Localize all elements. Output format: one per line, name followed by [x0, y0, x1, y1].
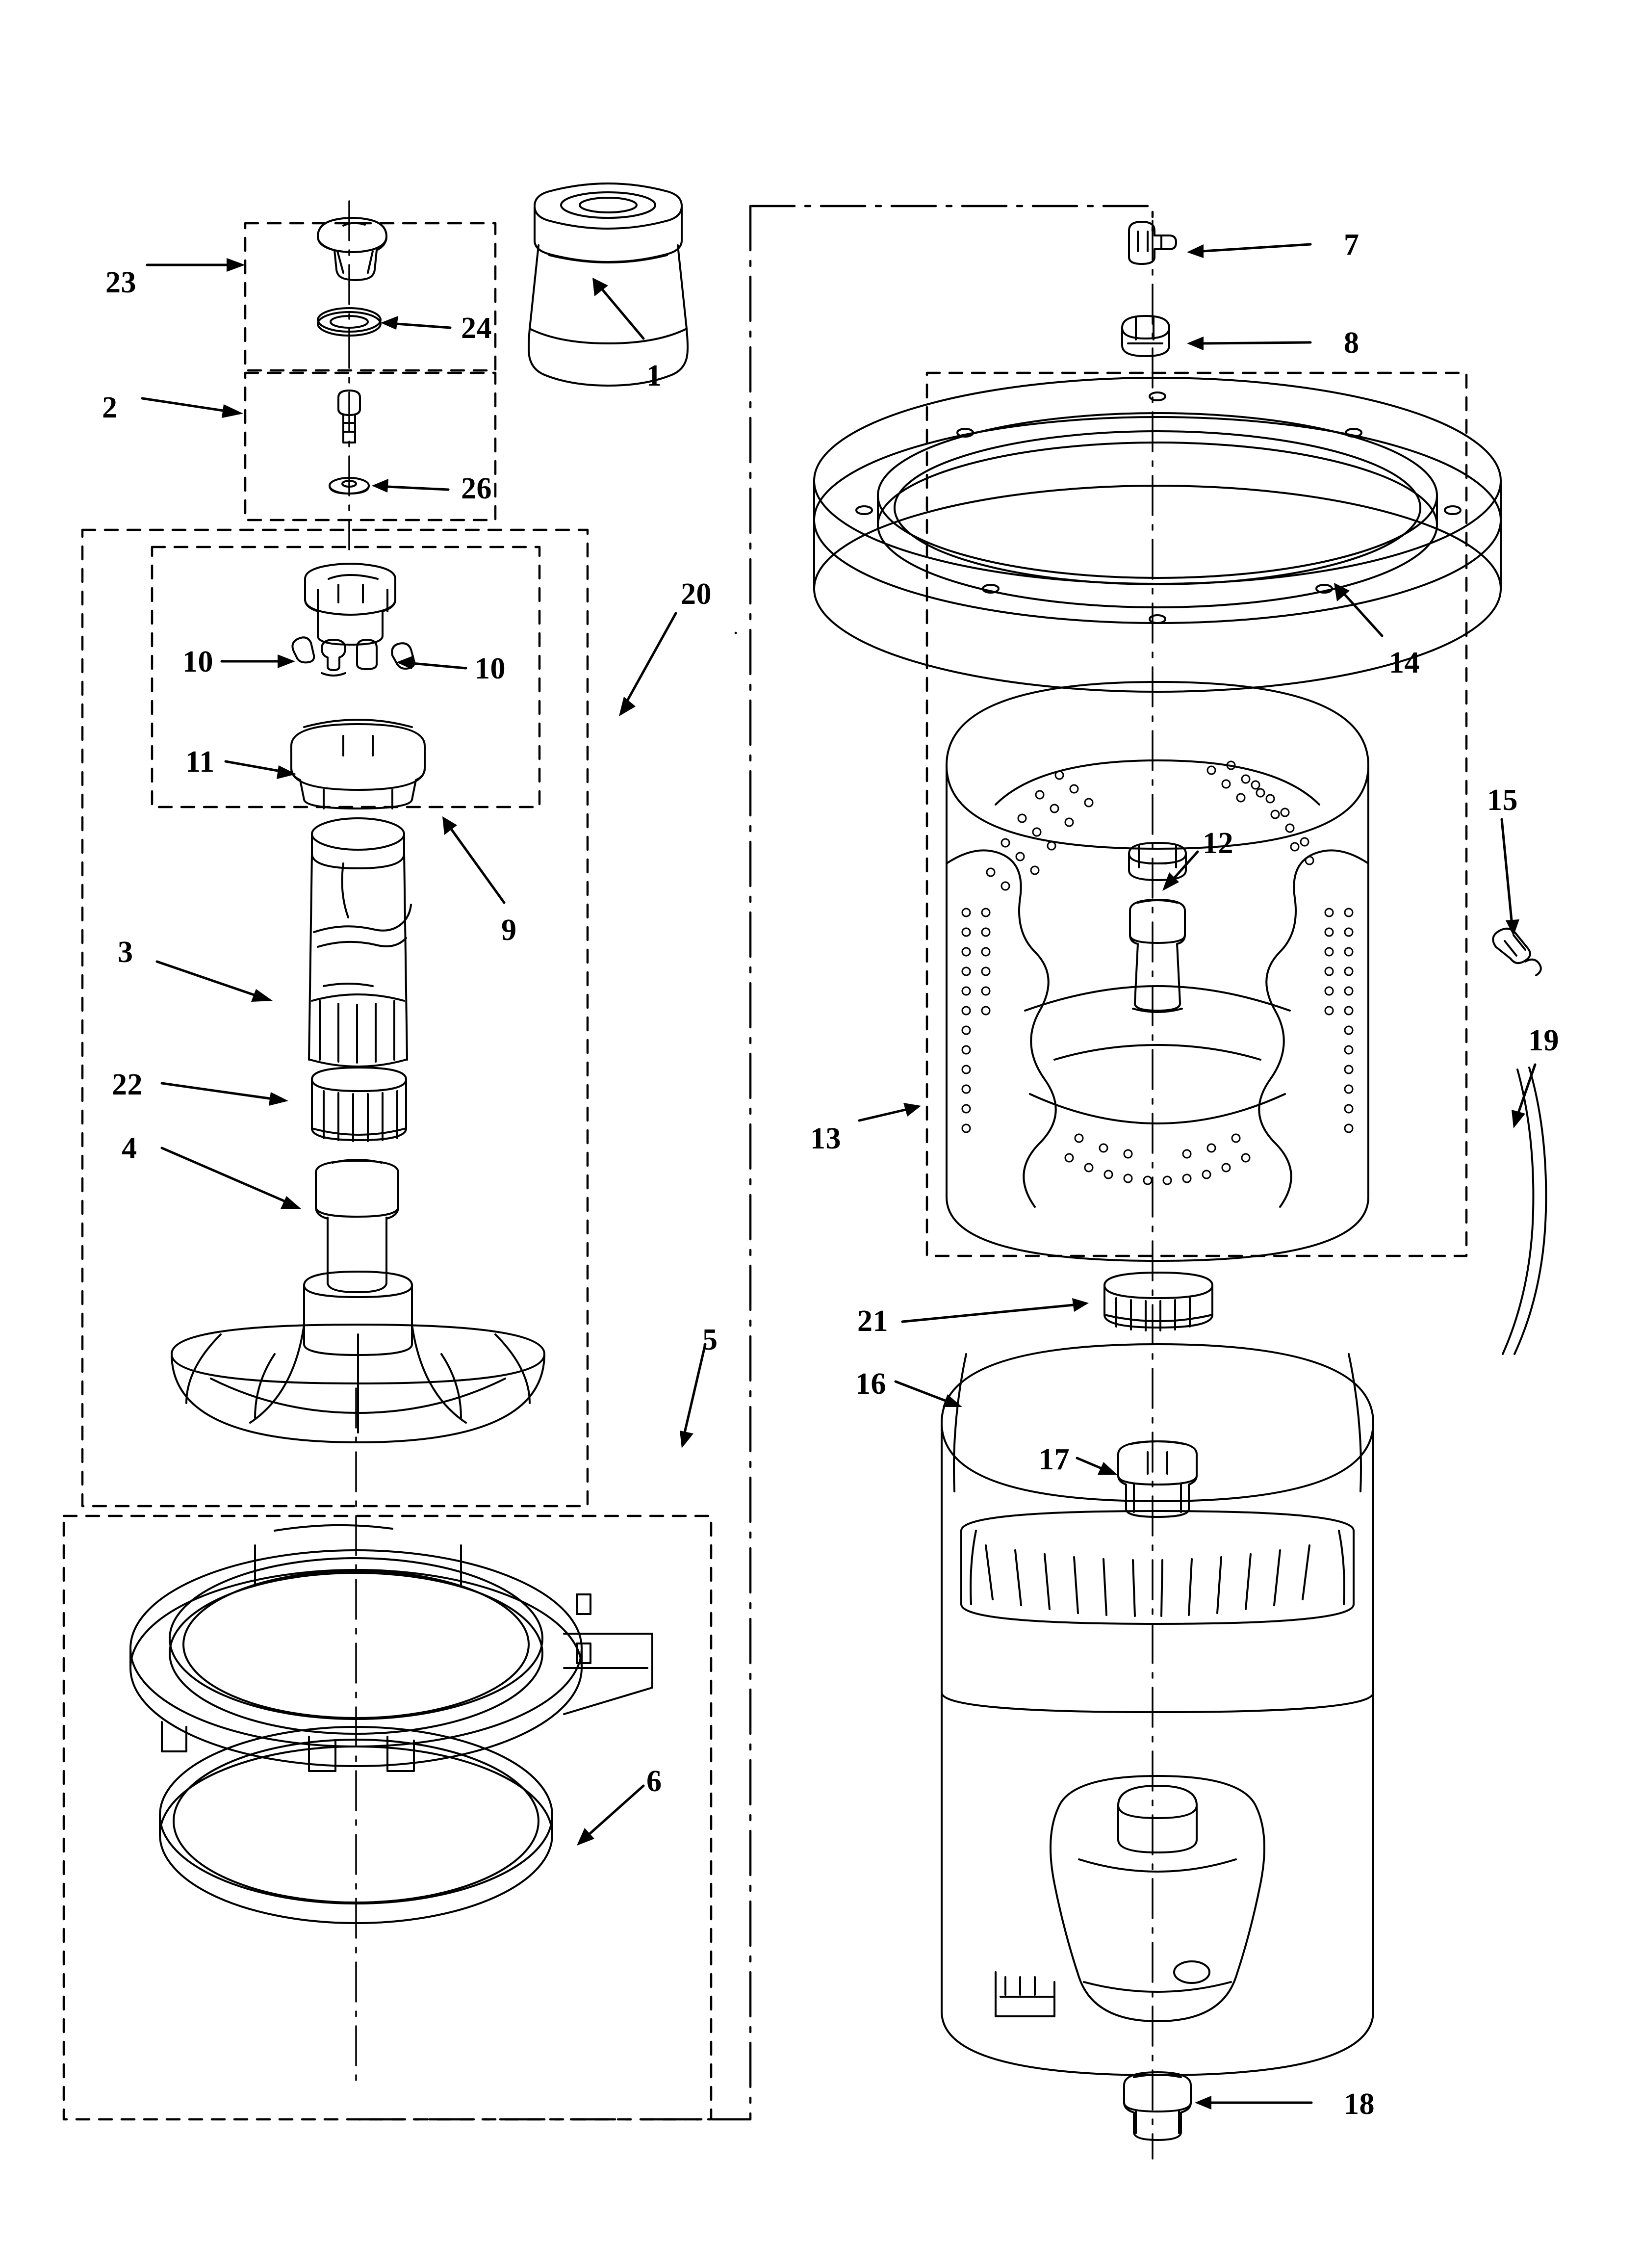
- callout-10-right: 10: [475, 652, 506, 685]
- part-23-cap: [318, 218, 386, 280]
- callout-14: 14: [1389, 646, 1420, 679]
- callout-26: 26: [461, 472, 492, 505]
- group-box-2: [245, 373, 495, 520]
- part-17-tub-seal: [1118, 1441, 1197, 1517]
- part-1-agitator-cap: [529, 183, 688, 386]
- part-3-agitator-shaft: [309, 818, 411, 1067]
- callout-17: 17: [1039, 1443, 1070, 1476]
- part-6-tub-cover-ring: [130, 1525, 652, 1923]
- part-19-spring-wire: [1503, 1068, 1546, 1354]
- part-18-drain-plug: [1124, 2072, 1191, 2140]
- callout-8: 8: [1344, 326, 1360, 360]
- part-13-basket: [947, 682, 1368, 1261]
- part-21-hose-clamp: [1104, 1273, 1212, 1330]
- leader-lines: [142, 244, 1535, 2110]
- callout-3: 3: [118, 936, 133, 969]
- callout-18: 18: [1344, 2087, 1375, 2121]
- part-8-clip: [1122, 316, 1169, 356]
- basket-drive-bell: [1130, 900, 1185, 1012]
- callout-5: 5: [702, 1323, 718, 1356]
- callout-16: 16: [855, 1367, 886, 1401]
- part-4-agitator-base: [172, 1160, 544, 1442]
- callout-19: 19: [1528, 1024, 1559, 1057]
- callout-15: 15: [1487, 783, 1518, 817]
- part-22-bearing: [312, 1068, 406, 1141]
- callout-1: 1: [646, 359, 662, 392]
- callout-9: 9: [501, 913, 517, 947]
- callout-21: 21: [857, 1304, 888, 1338]
- callout-7: 7: [1344, 228, 1360, 261]
- callout-24: 24: [461, 312, 492, 345]
- part-11-cam-ring: [291, 720, 425, 808]
- callout-4: 4: [122, 1132, 137, 1165]
- callout-20: 20: [681, 577, 712, 611]
- callout-13: 13: [810, 1122, 841, 1155]
- callout-12: 12: [1203, 827, 1233, 860]
- part-16-outer-tub: [942, 1344, 1373, 2075]
- group-box-13: [927, 373, 1466, 1256]
- part-10-dogs: [292, 637, 414, 676]
- part-15-clip: [1493, 929, 1541, 975]
- callout-10-left: 10: [182, 645, 213, 678]
- part-9-cam: [305, 564, 395, 645]
- part-24-seal-ring: [318, 308, 381, 336]
- group-box-23: [245, 223, 495, 370]
- callout-6: 6: [646, 1765, 662, 1798]
- part-14-balance-ring: [814, 378, 1501, 692]
- callout-22: 22: [112, 1068, 143, 1101]
- callout-11: 11: [185, 745, 215, 779]
- callout-23: 23: [105, 266, 136, 299]
- callout-2: 2: [102, 391, 118, 424]
